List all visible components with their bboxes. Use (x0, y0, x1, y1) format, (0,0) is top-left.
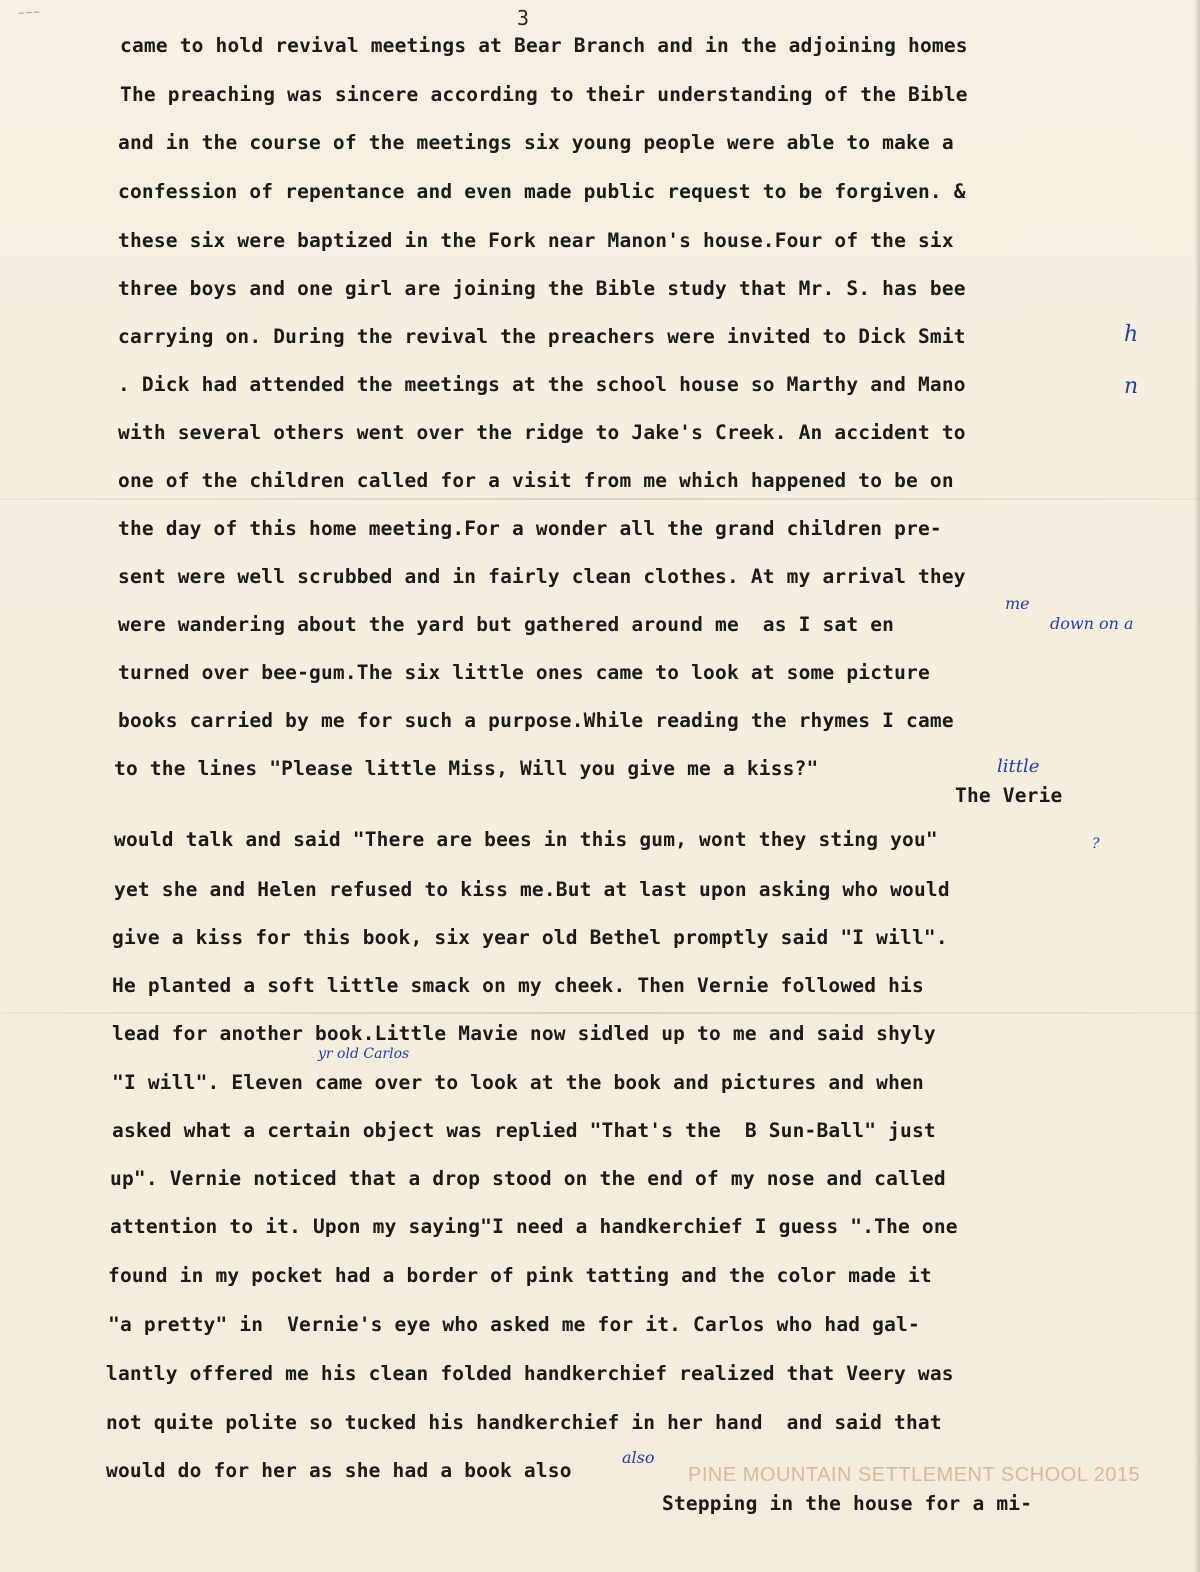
text-line: give a kiss for this book, six year old Bethel promptly said "I will". (112, 926, 948, 949)
handwritten-annotation: me (1005, 594, 1030, 613)
text-line: carrying on. During the revival the preachers were invited to Dick Smit (118, 325, 966, 348)
text-line: "a pretty" in Vernie's eye who asked me for it. Carlos who had gal- (108, 1313, 920, 1336)
text-line: Stepping in the house for a mi- (662, 1492, 1033, 1515)
handwritten-annotation: h (1124, 322, 1139, 347)
text-line: one of the children called for a visit from me which happened to be on (118, 469, 954, 492)
text-line: The preaching was sincere according to their understanding of the Bible (120, 83, 968, 106)
text-line: would talk and said "There are bees in this gum, wont they sting you" (114, 828, 938, 851)
text-line: found in my pocket had a border of pink tatting and the color made it (108, 1264, 932, 1287)
text-line: not quite polite so tucked his handkerchief in her hand and said that (106, 1411, 942, 1434)
handwritten-annotation: little (997, 756, 1040, 777)
text-line: "I will". Eleven came over to look at the book and pictures and when (112, 1071, 924, 1094)
text-line: would do for her as she had a book also (106, 1459, 572, 1482)
text-line: these six were baptized in the Fork near Manon's house.Four of the six (118, 229, 954, 252)
text-line: and in the course of the meetings six young people were able to make a (118, 131, 954, 154)
handwritten-annotation: ? (1092, 836, 1100, 852)
text-line: to the lines "Please little Miss, Will you give me a kiss?" (114, 757, 819, 780)
text-line: up". Vernie noticed that a drop stood on the end of my nose and called (110, 1167, 946, 1190)
page-number: 3 (517, 6, 530, 30)
text-line: . Dick had attended the meetings at the school house so Marthy and Mano (118, 373, 966, 396)
text-line: with several others went over the ridge to Jake's Creek. An accident to (118, 421, 966, 444)
text-line: the day of this home meeting.For a wonder all the grand children pre- (118, 517, 942, 540)
handwritten-annotation: also (622, 1448, 655, 1467)
text-line: attention to it. Upon my saying"I need a handkerchief I guess ".The one (110, 1215, 958, 1238)
text-line: asked what a certain object was replied "That's the B Sun-Ball" just (112, 1119, 936, 1142)
text-line: yet she and Helen refused to kiss me.But at last upon asking who would (114, 878, 950, 901)
text-line: books carried by me for such a purpose.While reading the rhymes I came (118, 709, 954, 732)
text-line: came to hold revival meetings at Bear Branch and in the adjoining homes (120, 34, 968, 57)
handwritten-annotation: down on a (1050, 614, 1134, 633)
text-line: three boys and one girl are joining the Bible study that Mr. S. has bee (118, 277, 966, 300)
text-line: lantly offered me his clean folded handkerchief realized that Veery was (106, 1362, 954, 1385)
watermark: PINE MOUNTAIN SETTLEMENT SCHOOL 2015 (688, 1464, 1141, 1486)
corner-mark: ~~~ (17, 5, 42, 20)
handwritten-annotation: n (1124, 374, 1139, 399)
text-line: turned over bee-gum.The six little ones came to look at some picture (118, 661, 930, 684)
text-line: sent were well scrubbed and in fairly clean clothes. At my arrival they (118, 565, 966, 588)
text-line: confession of repentance and even made public request to be forgiven. & (118, 180, 966, 203)
text-line: He planted a soft little smack on my cheek. Then Vernie followed his (112, 974, 924, 997)
text-line: were wandering about the yard but gathered around me as I sat en (118, 613, 895, 636)
text-line: lead for another book.Little Mavie now sidled up to me and said shyly (112, 1022, 936, 1045)
handwritten-annotation: yr old Carlos (318, 1046, 410, 1062)
text-line: The Verie (955, 784, 1063, 807)
